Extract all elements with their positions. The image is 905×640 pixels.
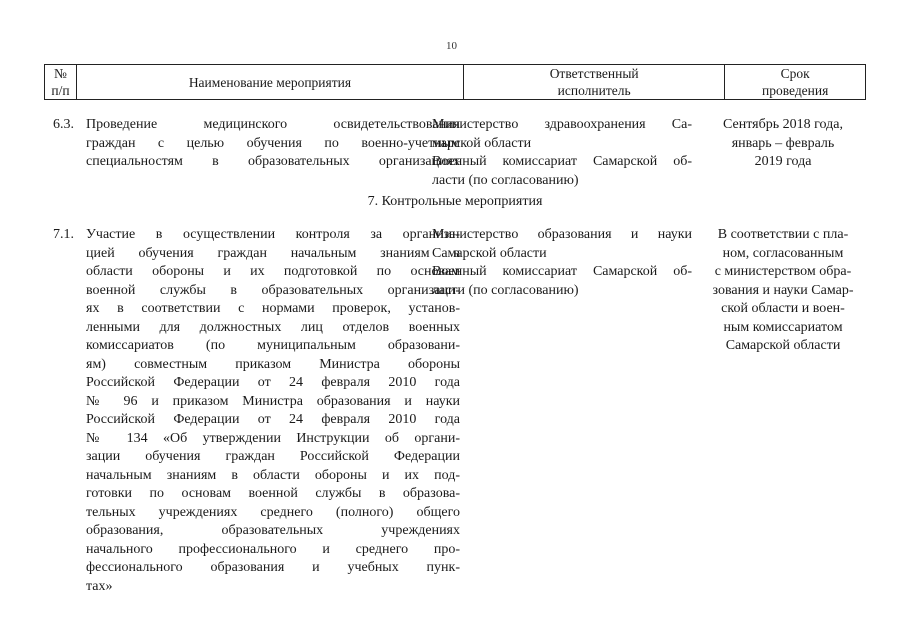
row-term: [702, 226, 864, 356]
row-name-line: Проведение медицинского освидетельствования: [86, 117, 460, 132]
row-name-line: цией обучения граждан начальным знаниям в: [86, 245, 460, 261]
row-name-line: начальным знаниям в области обороны и их под-: [86, 467, 460, 483]
header-number-column: [45, 65, 77, 99]
row-term-line: 2019 года: [754, 154, 812, 169]
row-executor-line: ласти (по согласованию): [432, 282, 579, 298]
row-term-line: Сентябрь 2018 года,: [723, 117, 843, 132]
row-name-line: Российской Федерации от 24 февраля 2010 года: [86, 412, 460, 427]
row-executor: [432, 226, 692, 300]
row-executor-line: Военный комиссариат Самарской об-: [432, 154, 692, 169]
table-header: [44, 64, 866, 100]
row-term-line: с министерством обра-: [714, 264, 852, 279]
row-executor-line: ласти (по согласованию): [432, 172, 579, 188]
row-name-line: Участие в осуществлении контроля за организа-: [86, 227, 460, 242]
row-name-line: ленными для должностных лиц отделов военных: [86, 319, 460, 335]
row-name-line: № 96 и приказом Министра образования и науки: [86, 393, 460, 409]
row-name: [86, 116, 460, 172]
row-name-line: готовки по основам военной службы в образова-: [86, 486, 460, 501]
header-term-line-1: Срок: [780, 66, 810, 81]
header-number-line-2: п/п: [51, 83, 70, 98]
row-number: 6.3.: [53, 117, 74, 132]
row-term-line: В соответствии с пла-: [717, 227, 849, 242]
row-name-line: начального профессионального и среднего про-: [86, 541, 460, 557]
header-name-text: Наименование мероприятия: [188, 74, 352, 90]
row-name-line: граждан с целью обучения по военно-учетным: [86, 135, 460, 151]
row-name-line: тельных учреждениях среднего (полного) общего: [86, 504, 460, 520]
row-term-line: Самарской области: [725, 338, 841, 353]
row-name-line: Российской Федерации от 24 февраля 2010 года: [86, 375, 460, 390]
row-name-line: ям) совместным приказом Министра обороны: [86, 356, 460, 372]
row-executor-line: Министерство образования и науки: [432, 227, 692, 242]
row-executor-line: Военный комиссариат Самарской об-: [432, 264, 692, 279]
header-executor-line-1: Ответственный: [549, 66, 639, 81]
row-executor-line: марской области: [432, 135, 532, 151]
header-term-column: [725, 65, 865, 99]
section-title: 7. Контрольные мероприятия: [367, 194, 543, 209]
row-executor-line: Министерство здравоохранения Са-: [432, 117, 692, 132]
row-name-line: № 134 «Об утверждении Инструкции об органи-: [86, 430, 460, 446]
row-name-line: военной службы в образовательных организаци-: [86, 282, 460, 298]
row-name-line: образования, образовательных учреждениях: [86, 523, 460, 538]
header-number-line-1: №: [54, 66, 67, 81]
row-term-line: январь – февраль: [731, 135, 835, 151]
row-number: 7.1.: [53, 227, 74, 242]
row-name-line: комиссариатов (по муниципальным образовани-: [86, 338, 460, 353]
header-executor-column: [464, 65, 725, 99]
row-term-line: ской области и воен-: [721, 301, 845, 316]
row-name-line: ях в соответствии с нормами проверок, установ-: [86, 301, 460, 316]
row-name-line: фессионального образования и учебных пунк-: [86, 560, 460, 575]
header-name-column: [77, 65, 464, 99]
row-term-line: ным комиссариатом: [723, 319, 843, 335]
header-term-line-2: проведения: [761, 83, 829, 98]
row-name: [86, 226, 460, 596]
header-executor-line-2: исполнитель: [557, 83, 631, 98]
row-executor: [432, 116, 692, 190]
row-term-line: ном, согласованным: [722, 245, 844, 261]
row-term-line: зования и науки Самар-: [712, 282, 854, 298]
row-name-line: области обороны и их подготовкой по основам: [86, 264, 460, 279]
row-name-line: специальностям в образовательных организациях: [86, 154, 460, 169]
row-executor-line: Самарской области: [432, 245, 547, 261]
row-name-line: тах»: [86, 578, 113, 594]
row-term: [702, 116, 864, 172]
row-name-line: зации обучения граждан Российской Федерации: [86, 449, 460, 464]
page-number: 10: [446, 40, 457, 52]
